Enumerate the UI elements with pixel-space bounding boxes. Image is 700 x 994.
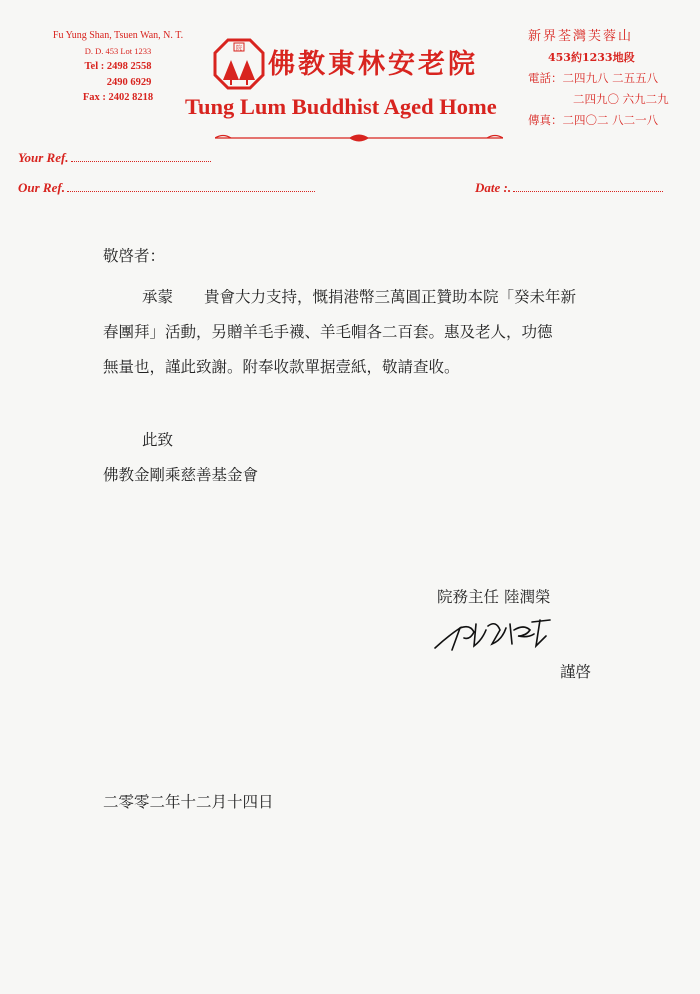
lot-line: D. D. 453 Lot 1233 — [84, 45, 152, 56]
closing: 此致 — [142, 431, 174, 449]
date-field — [475, 180, 663, 196]
handwritten-signature — [430, 610, 555, 660]
sign-off: 謹啓 — [560, 663, 592, 681]
paragraph-line-3: 無量也，謹此致謝。附奉收款單据壹紙，敬請查收。 — [103, 358, 460, 376]
letterhead-address-cn — [528, 26, 678, 131]
signer-title: 院務主任 — [437, 588, 500, 606]
tel-cn-1: 電話：二四九八 二五五八 — [528, 71, 659, 85]
tel-cn-2: 二四九〇 六九二九 — [573, 92, 669, 106]
fax-cn: 傳真：二四〇二 八二一八 — [528, 113, 659, 127]
tel-line-1: Tel : 2498 2558 — [84, 61, 152, 72]
date-label: Date :. — [475, 180, 512, 195]
paragraph-line-1: 承蒙 貴會大力支持，慨捐港幣三萬圓正贊助本院「癸未年新 — [142, 288, 577, 306]
recipient: 佛教金剛乘慈善基金會 — [103, 466, 259, 484]
our-ref-field — [18, 180, 315, 196]
org-name-english: Tung Lum Buddhist Aged Home — [185, 94, 497, 119]
logo-character: 院 — [235, 45, 243, 52]
salutation: 敬啓者： — [103, 247, 166, 265]
tel-line-2: 2490 6929 — [106, 76, 152, 88]
letterhead-address-en — [38, 28, 198, 106]
your-ref-field — [18, 150, 211, 166]
your-ref-label: Your Ref. — [18, 150, 69, 165]
address-line: Fu Yung Shan, Tsuen Wan, N. T. — [52, 30, 184, 41]
ornament-divider — [215, 131, 503, 145]
address-cn: 新界荃灣芙蓉山 — [528, 29, 634, 44]
signer-name: 陸潤榮 — [503, 588, 551, 606]
paragraph-line-2: 春團拜」活動，另贈羊毛手襪、羊毛帽各二百套。惠及老人，功德 — [103, 323, 553, 341]
lot-cn: 453約1233地段 — [548, 51, 635, 64]
org-name-chinese: 佛教東林安老院 — [268, 49, 478, 80]
fax-line: Fax : 2402 8218 — [82, 92, 154, 103]
signer-line — [437, 585, 550, 607]
letter-date: 二零零二年十二月十四日 — [103, 793, 274, 811]
organization-logo — [213, 38, 265, 90]
our-ref-label: Our Ref. — [18, 180, 65, 195]
